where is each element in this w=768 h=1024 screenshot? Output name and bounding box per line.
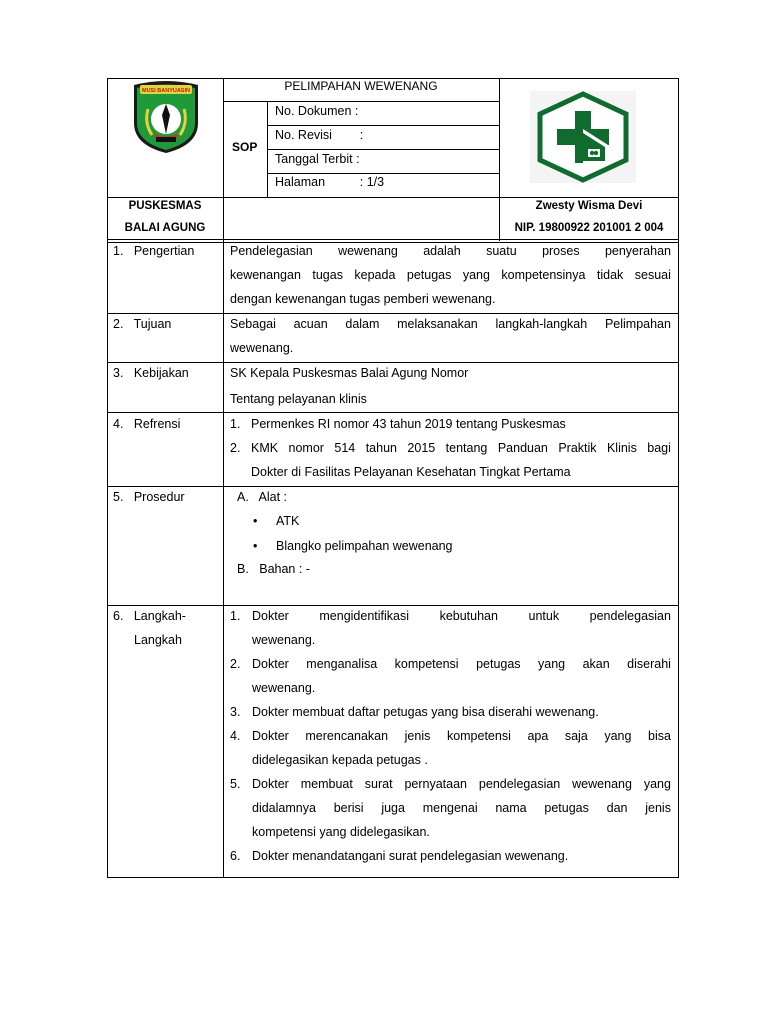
- step-number: 3.: [230, 705, 241, 719]
- org-name-line1: PUSKESMAS: [128, 200, 202, 212]
- signer-name: Zwesty Wisma Devi: [535, 200, 643, 212]
- step-number: 5.: [230, 777, 241, 791]
- section-label-prosedur: 5. Prosedur: [113, 490, 185, 504]
- tujuan-line: wewenang.: [230, 341, 294, 355]
- revision-field: No. Revisi :: [275, 128, 364, 142]
- step-line: wewenang.: [252, 681, 316, 695]
- regency-logo-icon: [128, 79, 204, 155]
- section-label-langkah: 6. Langkah-: [113, 609, 186, 623]
- sop-title: PELIMPAHAN WEWENANG: [284, 79, 438, 93]
- refrensi-item: Permenkes RI nomor 43 tahun 2019 tentang Puskesmas: [251, 417, 566, 431]
- section-label-tujuan: 2. Tujuan: [113, 317, 172, 331]
- refrensi-number: 2.: [230, 441, 241, 455]
- step-line: Dokter menganalisa kompetensi petugas yang akan diserahi: [252, 657, 671, 671]
- step-line: Dokter membuat surat pernyataan pendelegasian wewenang yang: [252, 777, 671, 791]
- section-label-kebijakan: 3. Kebijakan: [113, 366, 189, 380]
- logo-banner-text: MUSI BANYUASIN: [142, 88, 190, 94]
- doc-number-field: No. Dokumen :: [275, 104, 359, 118]
- step-line: wewenang.: [252, 633, 316, 647]
- prosedur-bullet-item: ATK: [276, 514, 300, 528]
- step-line: Dokter merencanakan jenis kompetensi apa saja yang bisa: [252, 729, 671, 743]
- org-name-line2: BALAI AGUNG: [124, 222, 206, 234]
- step-line: Dokter mengidentifikasi kebutuhan untuk pendelegasian: [252, 609, 671, 623]
- prosedur-bahan: B. Bahan : -: [237, 562, 310, 576]
- prosedur-bullet-item: Blangko pelimpahan wewenang: [276, 539, 453, 553]
- section-label-pengertian: 1. Pengertian: [113, 244, 195, 258]
- step-number: 2.: [230, 657, 241, 671]
- refrensi-item: Dokter di Fasilitas Pelayanan Kesehatan Tingkat Pertama: [251, 465, 571, 479]
- step-number: 4.: [230, 729, 241, 743]
- step-line: kompetensi yang didelegasikan.: [252, 825, 430, 839]
- pengertian-line: Pendelegasian wewenang adalah suatu proses penyerahan: [230, 244, 671, 258]
- step-line: didalamnya berisi juga mengenai nama petugas dan jenis: [252, 801, 671, 815]
- puskesmas-logo-icon: [530, 91, 636, 183]
- kebijakan-line: Tentang pelayanan klinis: [230, 392, 367, 406]
- prosedur-alat: A. Alat :: [237, 490, 288, 504]
- signer-nip: NIP. 19800922 201001 2 004: [514, 222, 664, 234]
- section-label-refrensi: 4. Refrensi: [113, 417, 181, 431]
- refrensi-number: 1.: [230, 417, 241, 431]
- pengertian-line: dengan kewenangan tugas pemberi wewenang.: [230, 292, 496, 306]
- pengertian-line: kewenangan tugas kepada petugas yang kompetensinya tidak sesuai: [230, 268, 671, 282]
- kebijakan-line: SK Kepala Puskesmas Balai Agung Nomor: [230, 366, 469, 380]
- refrensi-item: KMK nomor 514 tahun 2015 tentang Panduan Praktik Klinis bagi: [251, 441, 671, 455]
- sop-label: SOP: [232, 140, 258, 154]
- step-number: 6.: [230, 849, 241, 863]
- bullet-icon: •: [253, 539, 258, 553]
- page-field: Halaman : 1/3: [275, 175, 385, 189]
- tujuan-line: Sebagai acuan dalam melaksanakan langkah-langkah Pelimpahan: [230, 317, 671, 331]
- section-label-langkah-2: Langkah: [134, 633, 182, 647]
- step-number: 1.: [230, 609, 241, 623]
- bullet-icon: •: [253, 514, 258, 528]
- issue-date-field: Tanggal Terbit :: [275, 152, 360, 166]
- step-line: didelegasikan kepada petugas .: [252, 753, 428, 767]
- step-line: Dokter membuat daftar petugas yang bisa diserahi wewenang.: [252, 705, 599, 719]
- step-line: Dokter menandatangani surat pendelegasian wewenang.: [252, 849, 569, 863]
